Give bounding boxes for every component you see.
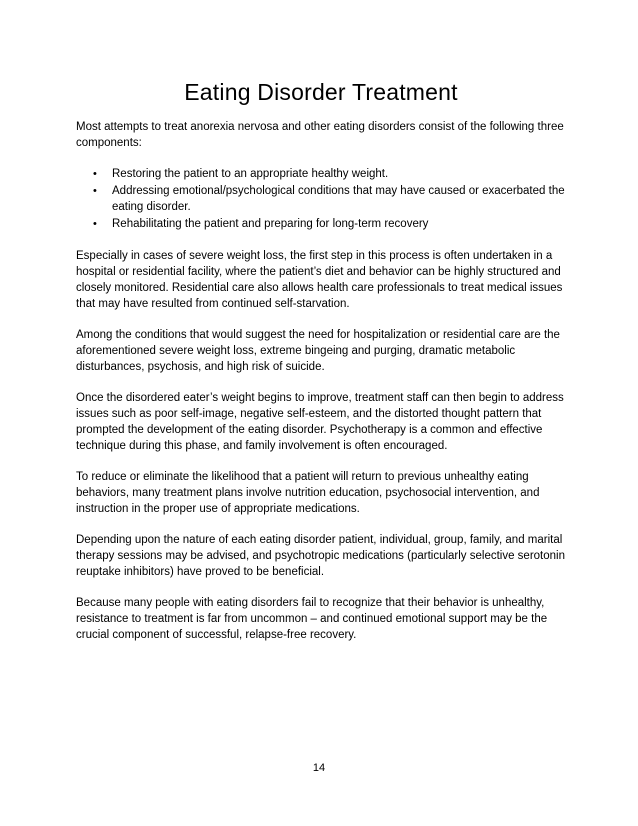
page-title: Eating Disorder Treatment xyxy=(184,79,458,105)
list-item-text: Addressing emotional/psychological conditions that may have caused or exacerbated the eating disorder. xyxy=(112,185,565,213)
body-paragraph: Among the conditions that would suggest the need for hospitalization or residential care are the aforementioned severe weight loss, extreme bingeing and purging, dramatic metabolic disturbances, psychosis, and high risk of suicide. xyxy=(76,329,560,373)
bullet-icon: • xyxy=(93,218,97,230)
page-number: 14 xyxy=(312,762,326,774)
document-page xyxy=(76,78,566,658)
body-paragraph: Especially in cases of severe weight loss, the first step in this process is often undertaken in a hospital or residential facility, where the patient’s diet and behavior can be highly structured and closely monitored. Residential care also allows health care professionals to treat medical issues that may have resulted from continued self-starvation. xyxy=(76,250,563,310)
body-paragraph: Because many people with eating disorders fail to recognize that their behavior is unhealthy, resistance to treatment is far from uncommon – and continued emotional support may be the crucial component of successful, relapse-free recovery. xyxy=(76,597,548,641)
component-list xyxy=(76,166,566,232)
list-item-text: Restoring the patient to an appropriate healthy weight. xyxy=(112,168,389,180)
body-paragraph: Depending upon the nature of each eating disorder patient, individual, group, family, and marital therapy sessions may be advised, and psychotropic medications (particularly selective serotonin reuptake inhibitors) have proved to be beneficial. xyxy=(76,534,565,578)
body-paragraph: Once the disordered eater’s weight begins to improve, treatment staff can then begin to address issues such as poor self-image, negative self-esteem, and the distorted thought pattern that prompted the development of the eating disorder. Psychotherapy is a common and effective technique during this phase, and family involvement is often encouraged. xyxy=(76,392,564,452)
list-item xyxy=(76,216,566,232)
list-item-text: Rehabilitating the patient and preparing for long-term recovery xyxy=(112,218,429,230)
body-paragraph: To reduce or eliminate the likelihood that a patient will return to previous unhealthy eating behaviors, many treatment plans involve nutrition education, psychosocial intervention, and instruction in the proper use of appropriate medications. xyxy=(76,471,540,515)
list-item xyxy=(76,183,566,215)
bullet-icon: • xyxy=(93,168,97,180)
intro-paragraph: Most attempts to treat anorexia nervosa and other eating disorders consist of the following three components: xyxy=(76,121,564,149)
list-item xyxy=(76,166,566,182)
bullet-icon: • xyxy=(93,185,97,197)
